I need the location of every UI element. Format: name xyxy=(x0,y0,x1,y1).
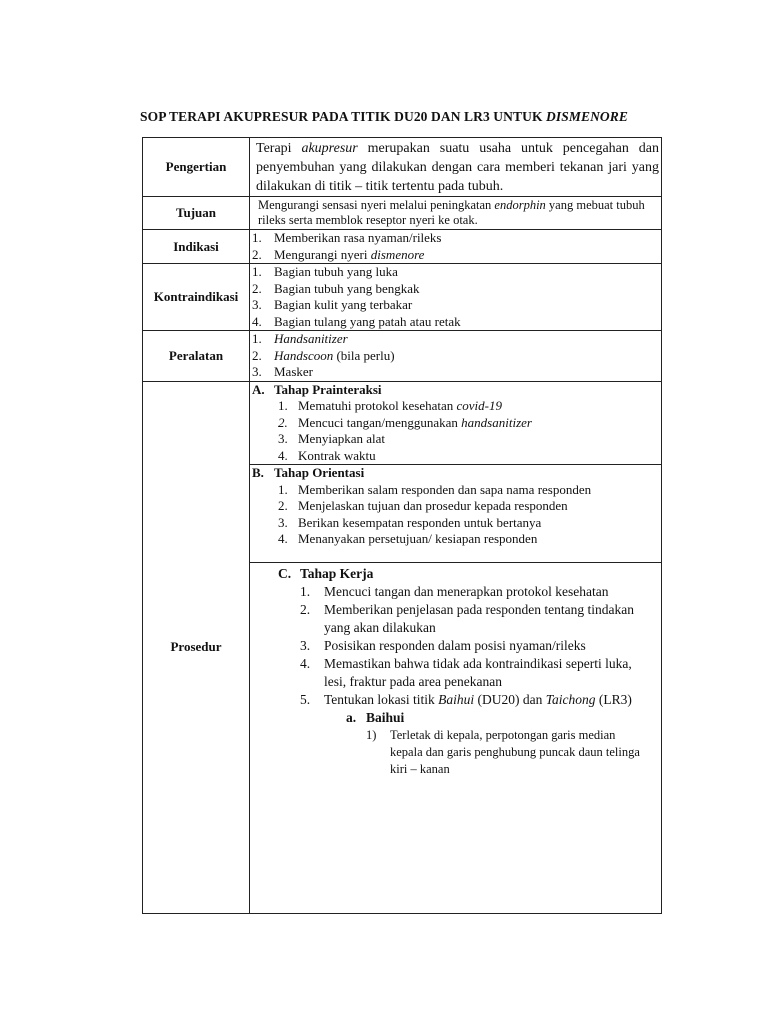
list-item: 4. Menanyakan persetujuan/ kesiapan responden xyxy=(278,531,538,546)
list-item: 2. Menjelaskan tujuan dan prosedur kepada responden xyxy=(278,498,568,513)
list-item: 3. Posisikan responden dalam posisi nyaman/rileks xyxy=(300,638,586,653)
list-item: 1) Terletak di kepala, perpotongan garis median kepala dan garis penghubung puncak daun telinga kiri – kanan xyxy=(366,728,640,776)
orientasi-list xyxy=(250,482,661,548)
pengertian-text: Terapi akupresur merupakan suatu usaha untuk pencegahan dan penyembuhan yang dilakukan dengan cara memberi tekanan jari yang dilakukan di titik – titik tertentu pada tubuh. xyxy=(256,141,659,194)
list-item: 1. Memberikan rasa nyaman/rileks xyxy=(252,230,442,245)
list-item: 2. Mengurangi nyeri dismenore xyxy=(252,246,425,262)
list-item: 4. Kontrak waktu xyxy=(278,447,376,463)
subsection-baihui-title: a. Baihui xyxy=(346,710,405,725)
label-tujuan: Tujuan xyxy=(143,197,250,230)
list-item: 5. Tentukan lokasi titik Baihui (DU20) dan Taichong (LR3) xyxy=(300,692,632,707)
row-peralatan xyxy=(143,331,662,382)
row-prosedur-a xyxy=(143,381,662,465)
list-item: 4. Memastikan bahwa tidak ada kontraindikasi seperti luka, lesi, fraktur pada area penekanan xyxy=(300,656,632,689)
sop-table xyxy=(142,137,662,914)
list-item: 2. Bagian tubuh yang bengkak xyxy=(252,280,420,296)
list-item: 2. Mencuci tangan/menggunakan handsanitizer xyxy=(278,414,532,430)
row-kontraindikasi xyxy=(143,264,662,331)
baihui-list xyxy=(250,727,661,778)
indikasi-list xyxy=(250,230,661,263)
kontraindikasi-list xyxy=(250,264,661,330)
list-item: 3. Menyiapkan alat xyxy=(278,431,385,446)
kerja-list xyxy=(250,583,661,709)
row-pengertian xyxy=(143,138,662,197)
list-item: 3. Berikan kesempatan responden untuk bertanya xyxy=(278,514,542,530)
list-item: 1. Memberikan salam responden dan sapa nama responden xyxy=(278,481,592,497)
section-orientasi-title: B. Tahap Orientasi xyxy=(252,465,365,480)
label-kontraindikasi: Kontraindikasi xyxy=(143,264,250,331)
label-pengertian: Pengertian xyxy=(143,138,250,197)
peralatan-list xyxy=(250,331,661,381)
label-peralatan: Peralatan xyxy=(143,331,250,382)
section-kerja-title: C. Tahap Kerja xyxy=(278,566,374,581)
list-item: 1. Mencuci tangan dan menerapkan protokol kesehatan xyxy=(300,584,609,599)
row-indikasi xyxy=(143,230,662,264)
list-item: 1. Bagian tubuh yang luka xyxy=(252,264,398,279)
prainteraksi-list xyxy=(250,398,661,464)
list-item: 3. Bagian kulit yang terbakar xyxy=(252,297,413,312)
list-item: 1. Mematuhi protokol kesehatan covid-19 xyxy=(278,398,502,413)
list-item: 3. Masker xyxy=(252,364,313,379)
document-title: SOP TERAPI AKUPRESUR PADA TITIK DU20 DAN LR3 UNTUK DISMENORE xyxy=(140,109,628,124)
list-item: 4. Bagian tulang yang patah atau retak xyxy=(252,313,461,329)
section-prainteraksi-title: A. Tahap Prainteraksi xyxy=(252,381,382,397)
tujuan-text: Mengurangi sensasi nyeri melalui peningkatan endorphin yang mebuat tubuh rileks serta memblok reseptor nyeri ke otak. xyxy=(258,198,645,227)
label-indikasi: Indikasi xyxy=(143,230,250,264)
list-item: 2. Handscoon (bila perlu) xyxy=(252,347,395,363)
list-item: 2. Memberikan penjelasan pada responden tentang tindakan yang akan dilakukan xyxy=(300,602,635,635)
list-item: 1. Handsanitizer xyxy=(252,331,348,346)
row-tujuan xyxy=(143,197,662,230)
label-prosedur: Prosedur xyxy=(143,381,250,914)
